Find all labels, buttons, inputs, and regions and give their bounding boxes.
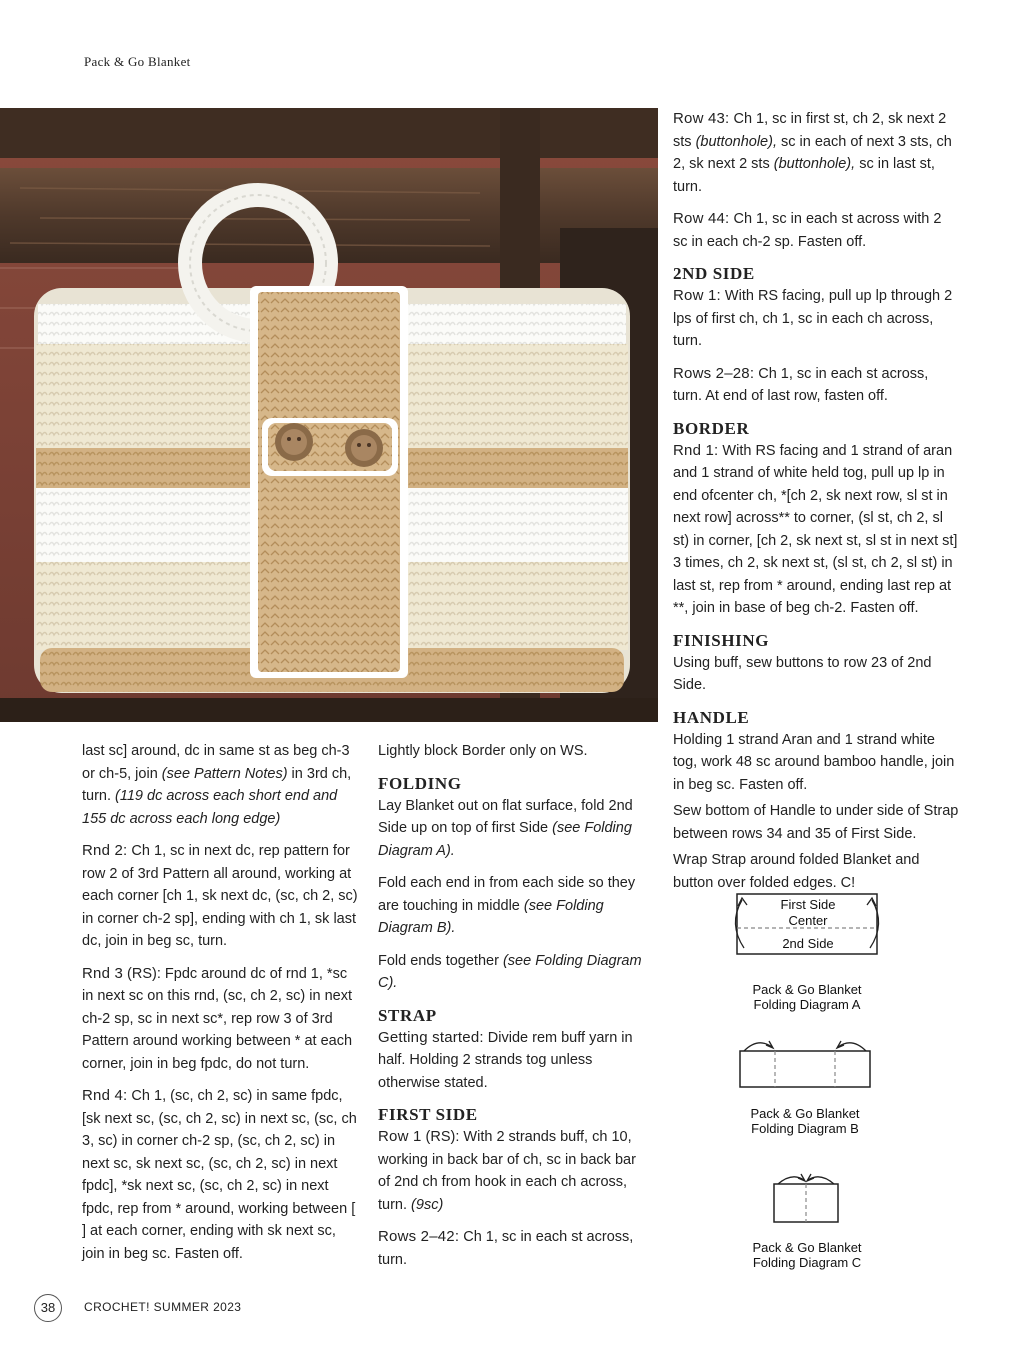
column-3 bbox=[673, 108, 959, 898]
instruction-rows-2-42 bbox=[378, 1226, 650, 1271]
instruction-text: Ch 1, sc in each st across, turn. bbox=[378, 1229, 634, 1268]
heading-folding: FOLDING bbox=[378, 773, 462, 793]
folding-step-1 bbox=[378, 795, 650, 863]
instruction-label: Rows 2–42: bbox=[378, 1228, 460, 1245]
diagram-c-outline bbox=[774, 1184, 838, 1222]
italic-note: (buttonhole), bbox=[695, 133, 777, 150]
diagram-c-fold-arrow-left bbox=[778, 1177, 804, 1184]
italic-note: (see Folding Diagram A). bbox=[378, 820, 632, 859]
handle-step-1: Holding 1 strand Aran and 1 strand white tog, work 48 sc around bamboo handle, join in beg sc. Fasten off. bbox=[673, 731, 955, 793]
instruction-border-rnd-1 bbox=[673, 440, 959, 620]
instruction-label: Rnd 1: bbox=[673, 441, 719, 459]
instruction-rs: (RS): bbox=[421, 1129, 460, 1145]
diagram-b-outline bbox=[740, 1051, 870, 1087]
block-note: Lightly block Border only on WS. bbox=[378, 743, 588, 759]
caption-line: Folding Diagram B bbox=[751, 1121, 859, 1136]
running-head: Pack & Go Blanket bbox=[84, 54, 191, 69]
column-1 bbox=[82, 740, 362, 1275]
italic-note: (buttonhole), bbox=[773, 156, 856, 172]
instruction-label: Row 1 bbox=[378, 1128, 422, 1145]
diagram-c-caption bbox=[707, 1240, 907, 1270]
diagram-b-fold-arrow-right bbox=[838, 1043, 866, 1051]
text: sc in last st, turn. bbox=[673, 156, 935, 195]
diagram-a-2nd-side-label: 2nd Side bbox=[782, 936, 834, 951]
text: sc in each of next 3 sts, ch 2, sk next 2 sts bbox=[673, 133, 952, 172]
instruction-text: Ch 1, sc in each st across with 2 sc in each ch-2 sp. Fasten off. bbox=[673, 211, 942, 250]
instruction-label: Rnd 3 bbox=[82, 964, 124, 982]
instruction-text: With 2 strands buff, ch 10, working in back bar of ch, sc in back bar of 2nd ch from hook in each ch across, turn. bbox=[378, 1129, 636, 1213]
instruction-label: Rows 2–28: bbox=[673, 364, 755, 382]
text: Ch 1, sc in first st, ch 2, sk next 2 sts bbox=[673, 111, 947, 150]
instruction-label: Row 43: bbox=[673, 110, 730, 127]
instruction-label: Rnd 4: bbox=[82, 1087, 128, 1104]
heading-finishing: FINISHING bbox=[673, 630, 770, 650]
italic-note: (119 dc across each short end and 155 dc across each long edge) bbox=[82, 788, 338, 827]
folding-diagram-b bbox=[730, 1035, 880, 1093]
getting-started bbox=[378, 1027, 650, 1095]
heading-strap: STRAP bbox=[378, 1005, 437, 1025]
instruction-row-43 bbox=[673, 108, 959, 198]
italic-note: (see Folding Diagram B). bbox=[378, 897, 604, 936]
paragraph-border-end bbox=[82, 740, 362, 830]
folding-step-2 bbox=[378, 872, 650, 940]
instruction-text: Divide rem buff yarn in half. Holding 2 strands tog unless otherwise stated. bbox=[378, 1029, 633, 1091]
instruction-text: With RS facing, pull up lp through 2 lps of first ch, ch 1, sc in each ch across, turn. bbox=[673, 288, 953, 349]
folding-step-3 bbox=[378, 950, 650, 995]
text: Lay Blanket out on flat surface, fold 2nd Side up on top of first Side bbox=[378, 797, 633, 836]
heading-border: BORDER bbox=[673, 418, 750, 438]
caption-line: Pack & Go Blanket bbox=[752, 1240, 862, 1255]
instruction-text: With RS facing and 1 strand of aran and 1 strand of white held tog, pull up lp in end ofcenter ch, *[ch 2, sk next row, sl st in next row] across** to corner, (sl st, ch 2, sl st) in corner, [ch 2, sk next st, sl st in next st] 3 times, ch 2, sk next st, (sl st, ch 2, sl st) in last st, rep from * around, ending last rep at **, join in base of beg ch-2. Fasten off. bbox=[673, 442, 958, 616]
publication-footer: CROCHET! SUMMER 2023 bbox=[84, 1300, 242, 1314]
handle-step-2: Sew bottom of Handle to under side of Strap between rows 34 and 35 of First Side. bbox=[673, 803, 959, 842]
caption-line: Folding Diagram C bbox=[752, 1255, 862, 1270]
italic-note: (see Pattern Notes) bbox=[161, 765, 288, 782]
heading-2nd-side: 2ND SIDE bbox=[673, 264, 755, 283]
instruction-text: Ch 1, sc in each st across, turn. At end of last row, fasten off. bbox=[673, 365, 929, 404]
instruction-row-44 bbox=[673, 208, 959, 253]
instruction-rnd-4 bbox=[82, 1085, 362, 1265]
instruction-label: Row 1: bbox=[673, 287, 721, 304]
instruction-row-1 bbox=[378, 1126, 650, 1216]
text: last sc] around, dc in same st as beg ch-3 or ch-5, join bbox=[82, 743, 350, 782]
instruction-2nd-side-row-1 bbox=[673, 285, 959, 353]
diagram-a-first-side-label: First Side bbox=[780, 897, 836, 912]
stitch-count: (9sc) bbox=[411, 1196, 444, 1213]
instruction-rnd-2 bbox=[82, 840, 362, 953]
heading-handle: HANDLE bbox=[673, 707, 750, 727]
page-number: 38 bbox=[34, 1294, 62, 1322]
instruction-label: Rnd 2: bbox=[82, 842, 128, 859]
blanket-photo bbox=[0, 108, 658, 722]
instruction-label: Getting started: bbox=[378, 1028, 484, 1046]
instruction-2nd-side-rows-2-28 bbox=[673, 363, 959, 408]
instruction-text: Fpdc around dc of rnd 1, *sc in next sc on this rnd, (sc, ch 2, sc) in next ch-2 sp, sc in next sc*, rep row 3 of 3rd Pattern around working between * at each corner, join in beg fpdc, do not turn. bbox=[82, 965, 353, 1072]
diagram-a-caption bbox=[707, 982, 907, 1012]
folding-diagram-a bbox=[722, 888, 892, 968]
diagram-c-fold-arrow-right bbox=[808, 1177, 834, 1184]
instruction-rnd-3 bbox=[82, 963, 362, 1076]
caption-line: Pack & Go Blanket bbox=[750, 1106, 860, 1121]
diagram-b-caption bbox=[705, 1106, 905, 1136]
instruction-text: Ch 1, (sc, ch 2, sc) in same fpdc, [sk next sc, (sc, ch 2, sc) in next sc, (sc, ch 3, sc) in corner ch-2 sp, (sc, ch 2, sc) in next sc, sk next sc, (sc, ch 2, sc) in next fpdc], *sk next sc, (sc, ch 2, sc) in next fpdc, rep from * around, working between [ ] at each corner, ending with sk next sc, join in beg sc. Fasten off. bbox=[82, 1088, 357, 1262]
instruction-label: Row 44: bbox=[673, 210, 730, 227]
instruction-text: Ch 1, sc in next dc, rep pattern for row 2 of 3rd Pattern all around, working at each corner [ch 1, sk next dc, (sc, ch 2, sc) in corner ch-2 sp], ending with ch 1, sk last dc, join in beg sc, turn. bbox=[82, 843, 358, 949]
text: in 3rd ch, turn. bbox=[82, 765, 352, 804]
handle-step-3: Wrap Strap around folded Blanket and button over folded edges. C! bbox=[673, 852, 920, 891]
finishing-text: Using buff, sew buttons to row 23 of 2nd Side. bbox=[673, 654, 932, 693]
folding-diagram-c bbox=[764, 1170, 848, 1228]
text: Fold each end in from each side so they are touching in middle bbox=[378, 875, 636, 914]
text: Fold ends together bbox=[378, 952, 503, 969]
heading-first-side: FIRST SIDE bbox=[378, 1105, 478, 1124]
instruction-rs: (RS): bbox=[123, 965, 161, 982]
italic-note: (see Folding Diagram C). bbox=[378, 952, 642, 991]
caption-line: Folding Diagram A bbox=[753, 997, 861, 1012]
column-2 bbox=[378, 740, 650, 1281]
diagram-b-fold-arrow-left bbox=[744, 1043, 772, 1051]
caption-line: Pack & Go Blanket bbox=[752, 982, 862, 997]
diagram-a-center-label: Center bbox=[788, 913, 828, 928]
